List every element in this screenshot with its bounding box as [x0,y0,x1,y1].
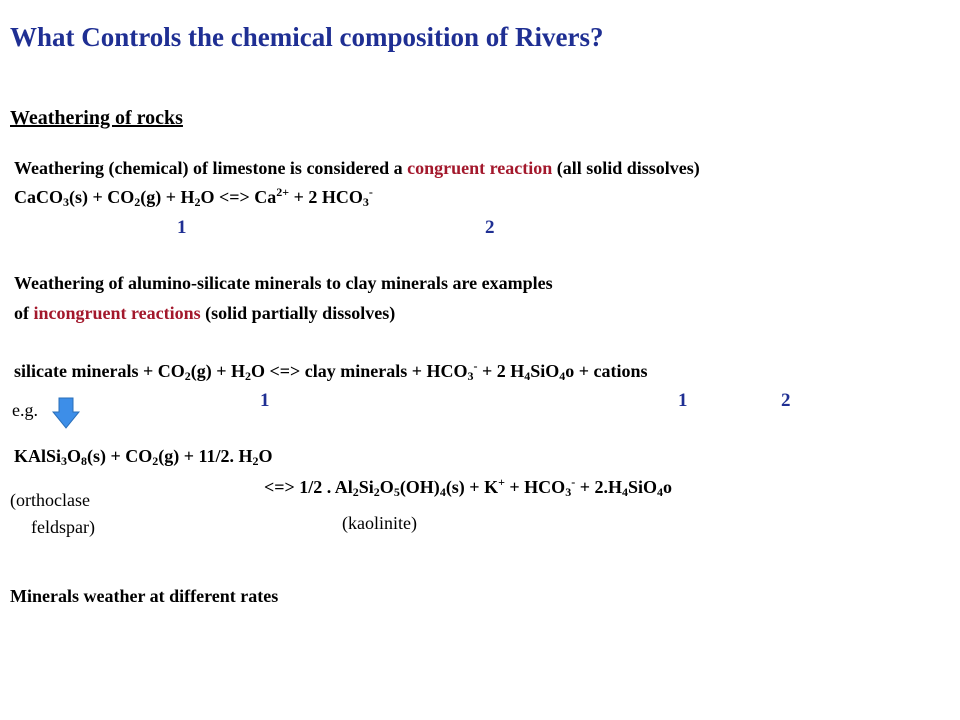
stoich-silicate-h4sio4: 2 [781,390,791,411]
incongruent-highlight: incongruent reactions [33,303,201,323]
kaolinite-label: (kaolinite) [342,513,417,533]
stoich-silicate-co2: 1 [260,390,270,411]
orthoclase-label-2: feldspar) [31,517,95,537]
stoich-hco3: 2 [485,217,495,238]
orthoclase-equation: $KAlSi_3O_8(s) + CO_2(g) + 11/2$. $H_2O$ [14,446,273,468]
congruent-highlight: congruent reaction [407,158,553,178]
incongruent-line-1: Weathering of alumino-silicate minerals to clay minerals are examples [14,273,553,293]
incongruent-line-2: of incongruent reactions (solid partially dissolves) [14,303,396,323]
eg-label: e.g. [12,400,38,420]
stoich-silicate-hco3: 1 [678,390,688,411]
stoich-ca: 1 [177,217,187,238]
page-title: What Controls the chemical composition of Rivers? [10,22,604,52]
section-heading: Weathering of rocks [10,107,183,129]
silicate-equation: silicate minerals + $CO_2(g) + H_2O$ <=> clay minerals + $HCO_3^- + 2$ $H_4SiO_4o$ + cations [14,359,648,383]
congruent-description: Weathering (chemical) of limestone is considered a congruent reaction (all solid dissolves) [14,158,700,178]
limestone-equation: CaCO$_3$(s) + $CO_2(g) + H_2O$ <=> $Ca^{2+} + 2$ $HCO_3^-$ [14,185,373,209]
kaolinite-equation: <=> 1/2 . $Al_2Si_2O_5(OH)_4(s) + K^+ + HCO_3^- + 2.H_4SiO_4o$ [264,475,672,499]
down-arrow-icon [52,397,80,429]
orthoclase-label-1: (orthoclase [10,490,90,510]
footer-text: Minerals weather at different rates [10,586,279,606]
